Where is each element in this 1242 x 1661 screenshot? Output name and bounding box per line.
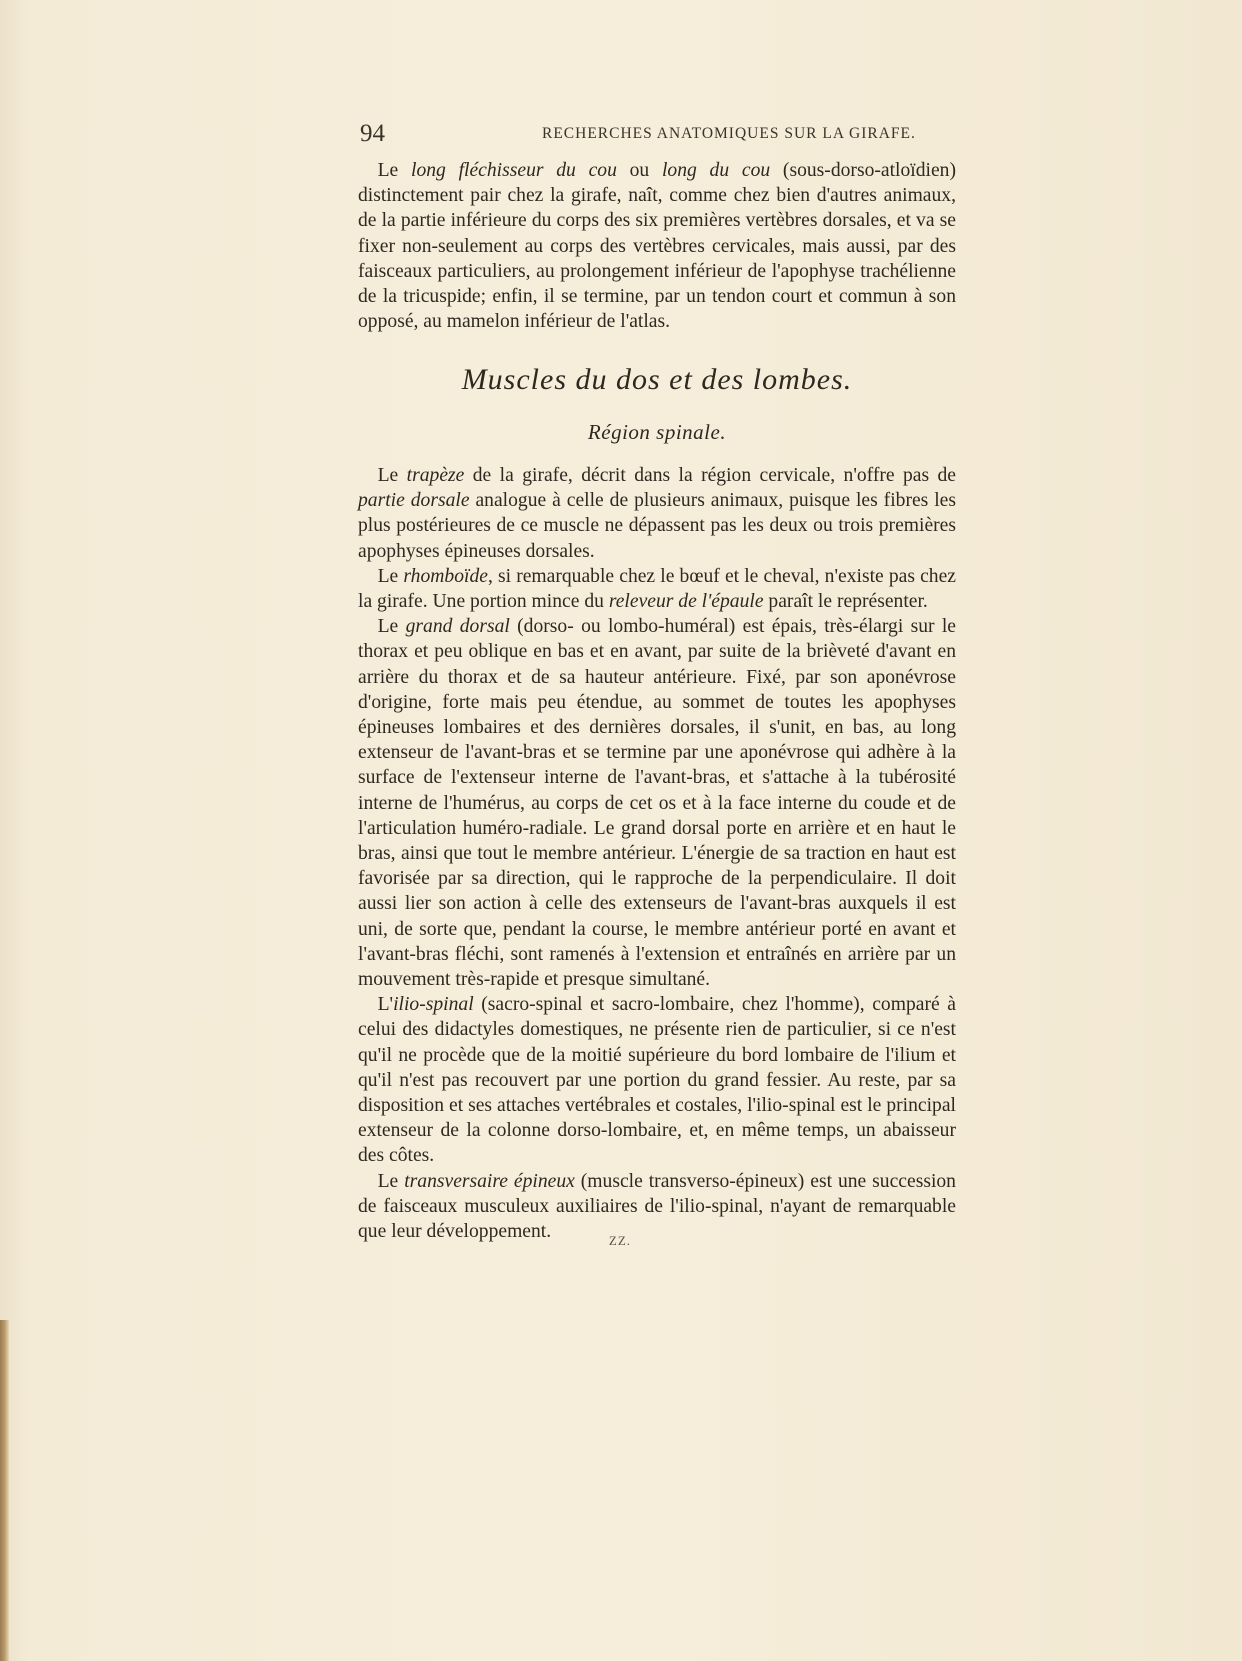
paragraph-trapeze	[358, 463, 956, 564]
text-run: L'	[377, 994, 394, 1016]
signature-mark: ZZ.	[608, 1233, 632, 1248]
main-text	[358, 463, 956, 1244]
intro-text	[358, 158, 956, 334]
italic-term: long fléchisseur du cou	[411, 160, 617, 181]
section-title: Muscles du dos et des lombes.	[461, 363, 853, 396]
italic-term: long du cou	[661, 160, 771, 181]
italic-term: grand dorsal	[405, 616, 510, 638]
paragraph-ilio-spinal	[358, 992, 956, 1168]
text-run: Le	[377, 160, 412, 181]
text-run: (sacro-spinal et sacro-lombaire, chez l'homme), comparé à celui des didactyles domestiques, ne présente rien de particulier, si ce n'est qu'il ne procède que de la moitié supérieure du bord lombaire de l'ilium et qu'il n'est pas recouvert par une portion du grand fessier. Au reste, par sa disposition et ses attaches vertébrales et costales, l'ilio-spinal est le principal extenseur de la colonne dorso-lombaire, et, en même temps, un abaisseur des côtes.	[358, 994, 956, 1167]
text-run: Le	[377, 465, 407, 486]
page-header	[360, 120, 960, 148]
text-run: Le	[377, 616, 406, 638]
page-number: 94	[360, 120, 385, 147]
subsection-title: Région spinale.	[587, 420, 727, 444]
text-run: (sous-dorso-atloïdien) distinctement pair chez la girafe, naît, comme chez bien d'autres animaux, de la partie inférieure du corps des six premières vertèbres dorsales, et va se fixer non-seulement au corps des vertèbres cervicales, mais aussi, par des faisceaux particuliers, au prolongement inférieur de l'apophyse trachélienne de la tricuspide; enfin, il se termine, par un tendon court et commun à son opposé, au mamelon inférieur de l'atlas.	[358, 160, 956, 333]
text-run: Le	[377, 1170, 405, 1192]
text-run: analogue à celle de plusieurs animaux, puisque les fibres les plus postérieures de ce muscle ne dépassent pas les deux ou trois premières apophyses épineuses dorsales.	[358, 490, 957, 562]
paragraph-transversaire	[358, 1169, 956, 1245]
paragraph-long-flechisseur	[358, 158, 956, 334]
text-run: (dorso- ou lombo-huméral) est épais, très-élargi sur le thorax et peu oblique en bas et en avant, par suite de la brièveté d'avant en arrière du thorax et de sa hauteur antérieure. Fixé, par son aponévrose d'origine, forte mais peu étendue, au sommet de toutes les apophyses épineuses lombaires et des dernières dorsales, il s'unit, en bas, au long extenseur de l'avant-bras et se termine par une aponévrose qui adhère à la surface de l'extenseur interne de l'avant-bras, et s'attache à la tubérosité interne de l'humérus, au corps de cet os et à la face interne du coude et de l'articulation huméro-radiale. Le grand dorsal porte en arrière et en haut le bras, ainsi que tout le membre antérieur. L'énergie de sa traction en haut est favorisée par sa direction, qui le rapproche de la perpendiculaire. Il doit aussi lier son action à celle des extenseurs de l'avant-bras auxquels il est uni, de sorte que, pendant la course, le membre antérieur porté en avant et l'avant-bras fléchi, sont ramenés à l'extension et entraînés en arrière par un mouvement très-rapide et presque simultané.	[358, 616, 956, 991]
italic-term: releveur de l'épaule	[608, 591, 764, 613]
running-title: RECHERCHES ANATOMIQUES SUR LA GIRAFE.	[542, 125, 916, 142]
text-run: , si remarquable chez le bœuf et le cheval, n'existe pas chez la girafe. Une portion mince du	[358, 565, 956, 613]
italic-term: rhomboïde	[403, 565, 488, 587]
italic-term: transversaire épineux	[404, 1170, 575, 1192]
italic-term: trapèze	[406, 465, 465, 486]
paragraph-grand-dorsal	[358, 614, 956, 992]
text-run: ou	[616, 160, 662, 181]
page-binding-edge	[0, 1320, 9, 1661]
paragraph-rhomboide	[358, 564, 956, 614]
text-run: Le	[377, 565, 404, 587]
text-run: paraît le représenter.	[763, 591, 928, 613]
italic-term: ilio-spinal	[393, 994, 474, 1016]
text-run: de la girafe, décrit dans la région cervicale, n'offre pas de	[464, 465, 956, 486]
text-run: (muscle transverso-épineux) est une succession de faisceaux musculeux auxiliaires de l'ilio-spinal, n'ayant de remarquable que leur développement.	[358, 1170, 956, 1243]
italic-term: partie dorsale	[358, 490, 470, 512]
